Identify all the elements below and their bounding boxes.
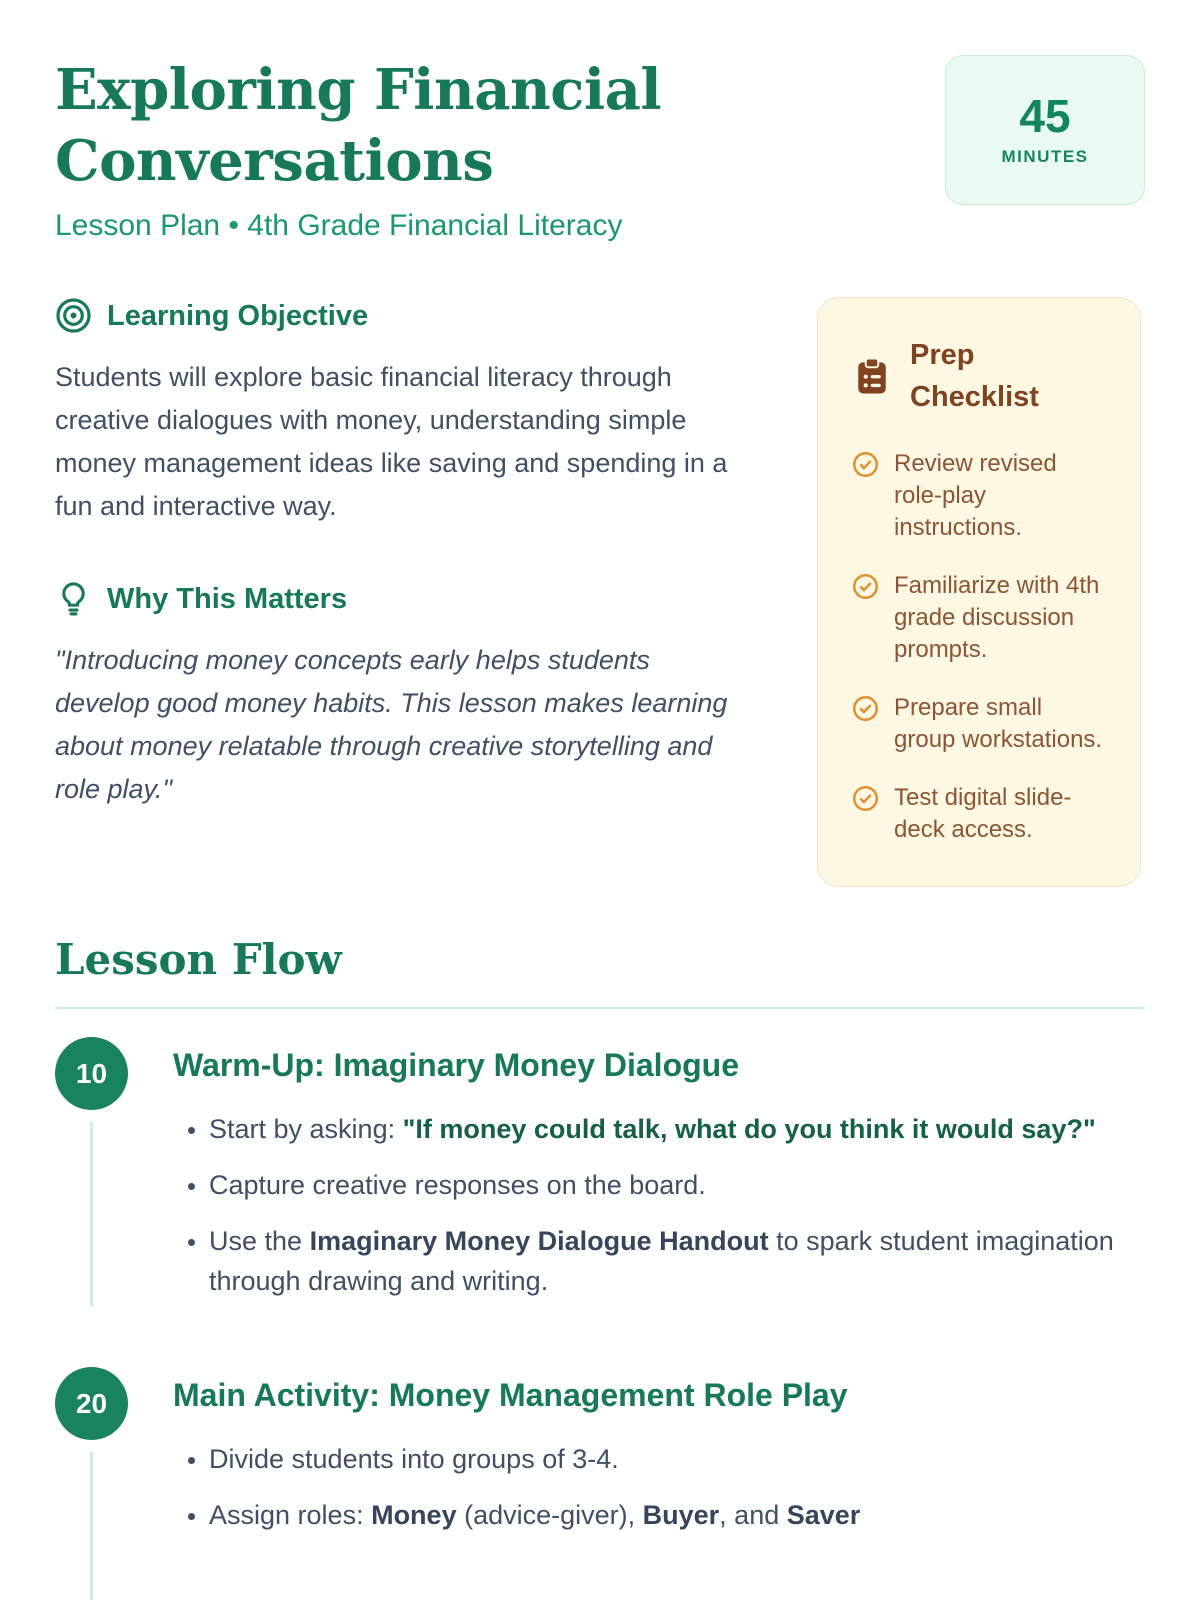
prep-checklist-item — [852, 782, 1106, 846]
step-title: Main Activity: Money Management Role Play — [173, 1377, 848, 1414]
step-title: Warm-Up: Imaginary Money Dialogue — [173, 1047, 739, 1084]
why-this-matters-quote: "Introducing money concepts early helps students develop good money habits. This lesson makes learning about money relatable through creative storytelling and role play." — [55, 645, 728, 805]
prep-checklist — [852, 448, 1106, 846]
sidebar-column — [817, 297, 1141, 887]
step-bullet: • Assign roles: Money (advice-giver), Buyer, and Saver — [209, 1495, 1145, 1535]
page-subtitle: Lesson Plan • 4th Grade Financial Literacy — [55, 209, 623, 243]
step-bullet: • Divide students into groups of 3-4. — [209, 1439, 1145, 1479]
lesson-steps — [55, 1037, 1145, 1535]
learning-objective-label: Learning Objective — [107, 299, 369, 332]
prep-item-label: Review revised role-play instructions. — [894, 450, 1057, 542]
prep-checklist-heading — [852, 334, 1106, 418]
page-title: Exploring Financial Conversations — [55, 57, 662, 195]
lesson-step — [55, 1037, 1145, 1301]
step-bullet: • Start by asking: "If money could talk, what do you think it would say?" — [209, 1109, 1145, 1149]
duration-unit: MINUTES — [1001, 147, 1089, 166]
check-circle-icon — [852, 695, 879, 722]
prep-item-label: Test digital slide-deck access. — [894, 784, 1072, 844]
prep-item-label: Familiarize with 4th grade discussion prompts. — [894, 572, 1100, 664]
target-icon — [55, 297, 92, 334]
step-bullet: • Use the Imaginary Money Dialogue Handout to spark student imagination through drawing and writing. — [209, 1221, 1145, 1301]
step-minutes: 10 — [75, 1057, 108, 1089]
learning-objective-text: Students will explore basic financial literacy through creative dialogues with money, understanding simple money management ideas like saving and spending in a fun and interactive way. — [55, 362, 728, 522]
step-bullets — [173, 1109, 1145, 1301]
main-column — [55, 297, 747, 887]
step-bullets — [173, 1439, 1145, 1535]
step-bullet: • Capture creative responses on the board. — [209, 1165, 1145, 1205]
prep-checklist-item — [852, 692, 1106, 756]
why-this-matters-section — [55, 580, 747, 811]
lesson-step — [55, 1367, 1145, 1535]
prep-checklist-item — [852, 448, 1106, 544]
prep-item-label: Prepare small group workstations. — [894, 694, 1103, 754]
prep-checklist-label: Prep Checklist — [910, 339, 1039, 414]
duration-badge — [945, 55, 1145, 205]
prep-checklist-item — [852, 570, 1106, 666]
header — [55, 55, 1145, 243]
header-text — [55, 55, 715, 243]
lesson-flow-heading: Lesson Flow — [55, 935, 342, 985]
step-minutes-badge — [55, 1037, 128, 1110]
why-this-matters-heading — [55, 580, 747, 617]
step-minutes-badge — [55, 1367, 128, 1440]
check-circle-icon — [852, 785, 879, 812]
clipboard-icon — [852, 356, 892, 396]
learning-objective-heading — [55, 297, 747, 334]
lightbulb-icon — [55, 580, 92, 617]
why-this-matters-label: Why This Matters — [107, 582, 348, 615]
duration-value: 45 — [1019, 90, 1071, 142]
step-minutes: 20 — [75, 1387, 108, 1419]
content-columns — [55, 297, 1145, 887]
check-circle-icon — [852, 451, 879, 478]
prep-checklist-card — [817, 297, 1141, 887]
check-circle-icon — [852, 573, 879, 600]
lesson-flow-divider — [55, 1007, 1145, 1009]
